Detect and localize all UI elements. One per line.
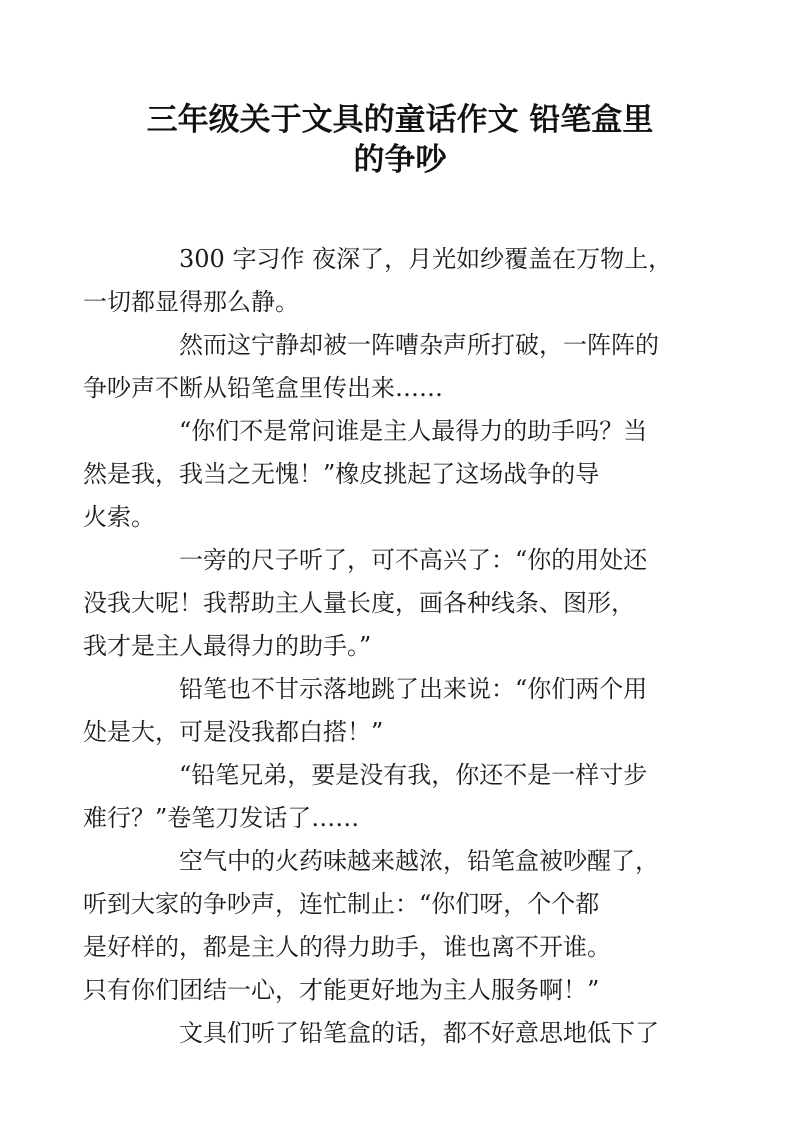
document-body [83, 238, 673, 1055]
paragraph [83, 410, 671, 539]
paragraph [131, 1012, 671, 1055]
text-line: “铅笔兄弟，要是没有我，你还不是一样寸步 [179, 761, 648, 789]
text-line: 只有你们团结一心，才能更好地为主人服务啊！” [83, 976, 600, 1004]
text-line: 300 字习作 夜深了，月光如纱覆盖在万物上， [179, 245, 673, 273]
text-line: 没我大呢！我帮助主人量长度，画各种线条、图形， [83, 589, 635, 617]
paragraph [83, 840, 671, 1012]
text-line: 空气中的火药味越来越浓，铅笔盒被吵醒了， [179, 847, 659, 875]
text-line: 处是大，可是没我都白搭！” [83, 718, 384, 746]
text-line: “你们不是常问谁是主人最得力的助手吗？当 [179, 417, 648, 445]
text-line: 然而这宁静却被一阵嘈杂声所打破，一阵阵的 [179, 331, 659, 359]
document-title [100, 100, 700, 180]
text-line: 是好样的，都是主人的得力助手，谁也离不开谁。 [83, 933, 611, 961]
title-line-2: 的争吵 [353, 142, 447, 178]
paragraph [83, 238, 673, 324]
text-line: 文具们听了铅笔盒的话，都不好意思地低下了 [179, 1019, 659, 1047]
text-line: 然是我，我当之无愧！”橡皮挑起了这场战争的导 [83, 460, 600, 488]
paragraph [83, 324, 671, 410]
text-line: 火索。 [83, 503, 155, 531]
title-line-1: 三年级关于文具的童话作文 铅笔盒里 [146, 102, 654, 138]
text-line: 一旁的尺子听了，可不高兴了：“你的用处还 [179, 546, 648, 574]
text-line: 难行？”卷笔刀发话了…… [83, 804, 360, 832]
text-line: 一切都显得那么静。 [83, 288, 299, 316]
paragraph [83, 668, 671, 754]
text-line: 听到大家的争吵声，连忙制止：“你们呀，个个都 [83, 890, 600, 918]
paragraph [83, 539, 671, 668]
paragraph [83, 754, 671, 840]
text-line: 我才是主人最得力的助手。” [83, 632, 372, 660]
text-line: 铅笔也不甘示落地跳了出来说：“你们两个用 [179, 675, 648, 703]
text-line: 争吵声不断从铅笔盒里传出来…… [83, 374, 443, 402]
